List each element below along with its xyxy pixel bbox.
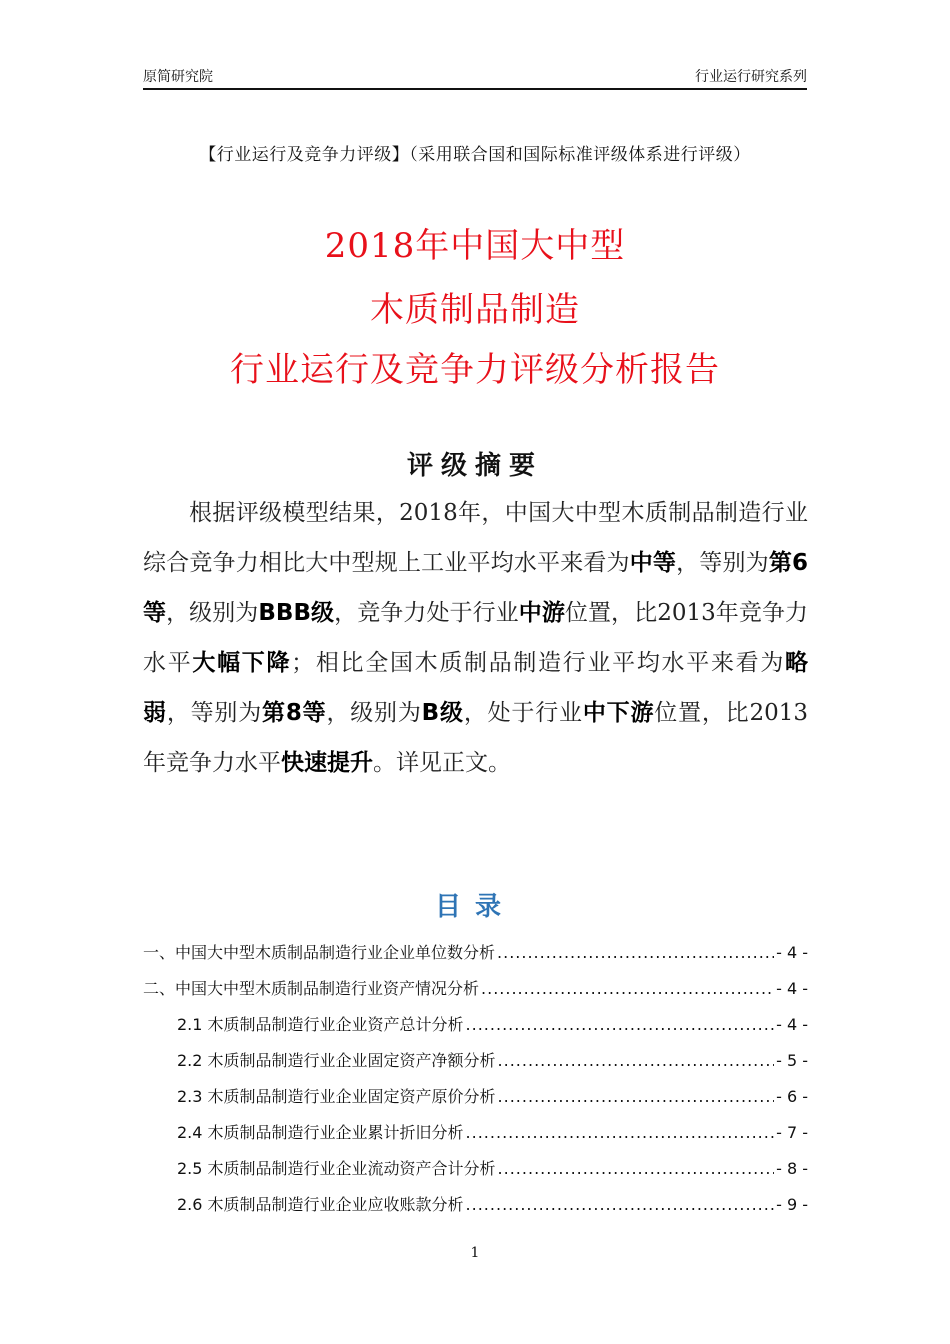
summary-emphasis: 中下游 xyxy=(582,700,655,726)
table-of-contents xyxy=(143,940,808,1228)
summary-emphasis: 第6等 xyxy=(143,550,809,626)
summary-heading: 评级摘要 xyxy=(406,451,543,481)
report-title-line-2: 木质制品制造 xyxy=(370,290,580,330)
summary-emphasis: 第8等 xyxy=(262,700,327,726)
header-series: 行业运行研究系列 xyxy=(695,69,807,85)
summary-text: ，处于行业 xyxy=(463,700,583,726)
summary-emphasis: B级 xyxy=(421,700,464,726)
header-divider xyxy=(143,88,807,90)
toc-item-label: 2.6 木质制品制造行业企业应收账款分析 xyxy=(177,1195,464,1214)
summary-emphasis: BBB级 xyxy=(258,600,335,626)
toc-item[interactable] xyxy=(143,976,808,1012)
summary-text: ，级别为 xyxy=(326,700,422,726)
summary-text: ，级别为 xyxy=(166,600,259,626)
toc-item[interactable] xyxy=(143,940,808,976)
toc-subitem[interactable] xyxy=(143,1120,808,1156)
summary-emphasis: 大幅下降 xyxy=(192,650,292,676)
report-title-line-3: 行业运行及竞争力评级分析报告 xyxy=(230,350,720,390)
toc-item-label: 2.1 木质制品制造行业企业资产总计分析 xyxy=(177,1015,464,1034)
summary-text: ，等别为 xyxy=(166,700,263,726)
summary-text: ；相比全国木质制品制造行业平均水平来看为 xyxy=(291,650,786,676)
report-tagline: 【行业运行及竞争力评级】（采用联合国和国际标准评级体系进行评级） xyxy=(199,145,751,165)
summary-emphasis: 中等 xyxy=(629,550,677,576)
toc-leader-dots xyxy=(498,1159,775,1178)
summary-text: ，竞争力处于行业 xyxy=(334,600,519,626)
page-header xyxy=(143,66,807,88)
summary-paragraph xyxy=(143,488,808,788)
summary-text: 根据评级模型结果，2018年，中国大中型木质制品制造行业综合竞争力相比大中型规上工业平均水平来看为 xyxy=(143,500,808,576)
toc-leader-dots xyxy=(481,979,774,998)
toc-item-label: 一、中国大中型木质制品制造行业企业单位数分析 xyxy=(143,943,496,962)
toc-item-label: 2.5 木质制品制造行业企业流动资产合计分析 xyxy=(177,1159,496,1178)
toc-leader-dots xyxy=(466,1123,775,1142)
toc-subitem[interactable] xyxy=(143,1192,808,1228)
toc-item-page: - 5 - xyxy=(776,1051,808,1070)
summary-emphasis: 快速提升 xyxy=(281,750,373,776)
toc-subitem[interactable] xyxy=(143,1084,808,1120)
summary-emphasis: 中游 xyxy=(518,600,565,626)
toc-item-page: - 4 - xyxy=(776,1015,808,1034)
toc-subitem[interactable] xyxy=(143,1048,808,1084)
summary-text: 位置，比2013年竞争力水平 xyxy=(143,700,809,776)
toc-leader-dots xyxy=(466,1195,775,1214)
toc-item-page: - 4 - xyxy=(776,979,808,998)
report-title-line-1: 2018年中国大中型 xyxy=(324,226,626,266)
summary-text: 。详见正文。 xyxy=(373,750,511,776)
toc-heading: 目录 xyxy=(434,892,515,922)
toc-leader-dots xyxy=(497,943,774,962)
toc-item-page: - 6 - xyxy=(776,1087,808,1106)
toc-item-label: 2.3 木质制品制造行业企业固定资产原价分析 xyxy=(177,1087,496,1106)
toc-item-label: 2.4 木质制品制造行业企业累计折旧分析 xyxy=(177,1123,464,1142)
page-number: 1 xyxy=(470,1245,480,1261)
summary-text: 位置，比2013年竞争力水平 xyxy=(143,600,809,676)
toc-item-label: 二、中国大中型木质制品制造行业资产情况分析 xyxy=(143,979,480,998)
toc-item-page: - 8 - xyxy=(776,1159,808,1178)
summary-emphasis: 略弱 xyxy=(143,650,809,726)
toc-item-page: - 7 - xyxy=(776,1123,808,1142)
toc-item-page: - 9 - xyxy=(776,1195,808,1214)
toc-leader-dots xyxy=(466,1015,775,1034)
toc-subitem[interactable] xyxy=(143,1156,808,1192)
header-publisher: 原简研究院 xyxy=(143,69,213,85)
summary-text: ，等别为 xyxy=(676,550,769,576)
toc-subitem[interactable] xyxy=(143,1012,808,1048)
toc-item-page: - 4 - xyxy=(776,943,808,962)
toc-item-label: 2.2 木质制品制造行业企业固定资产净额分析 xyxy=(177,1051,496,1070)
toc-leader-dots xyxy=(498,1087,775,1106)
toc-leader-dots xyxy=(498,1051,775,1070)
